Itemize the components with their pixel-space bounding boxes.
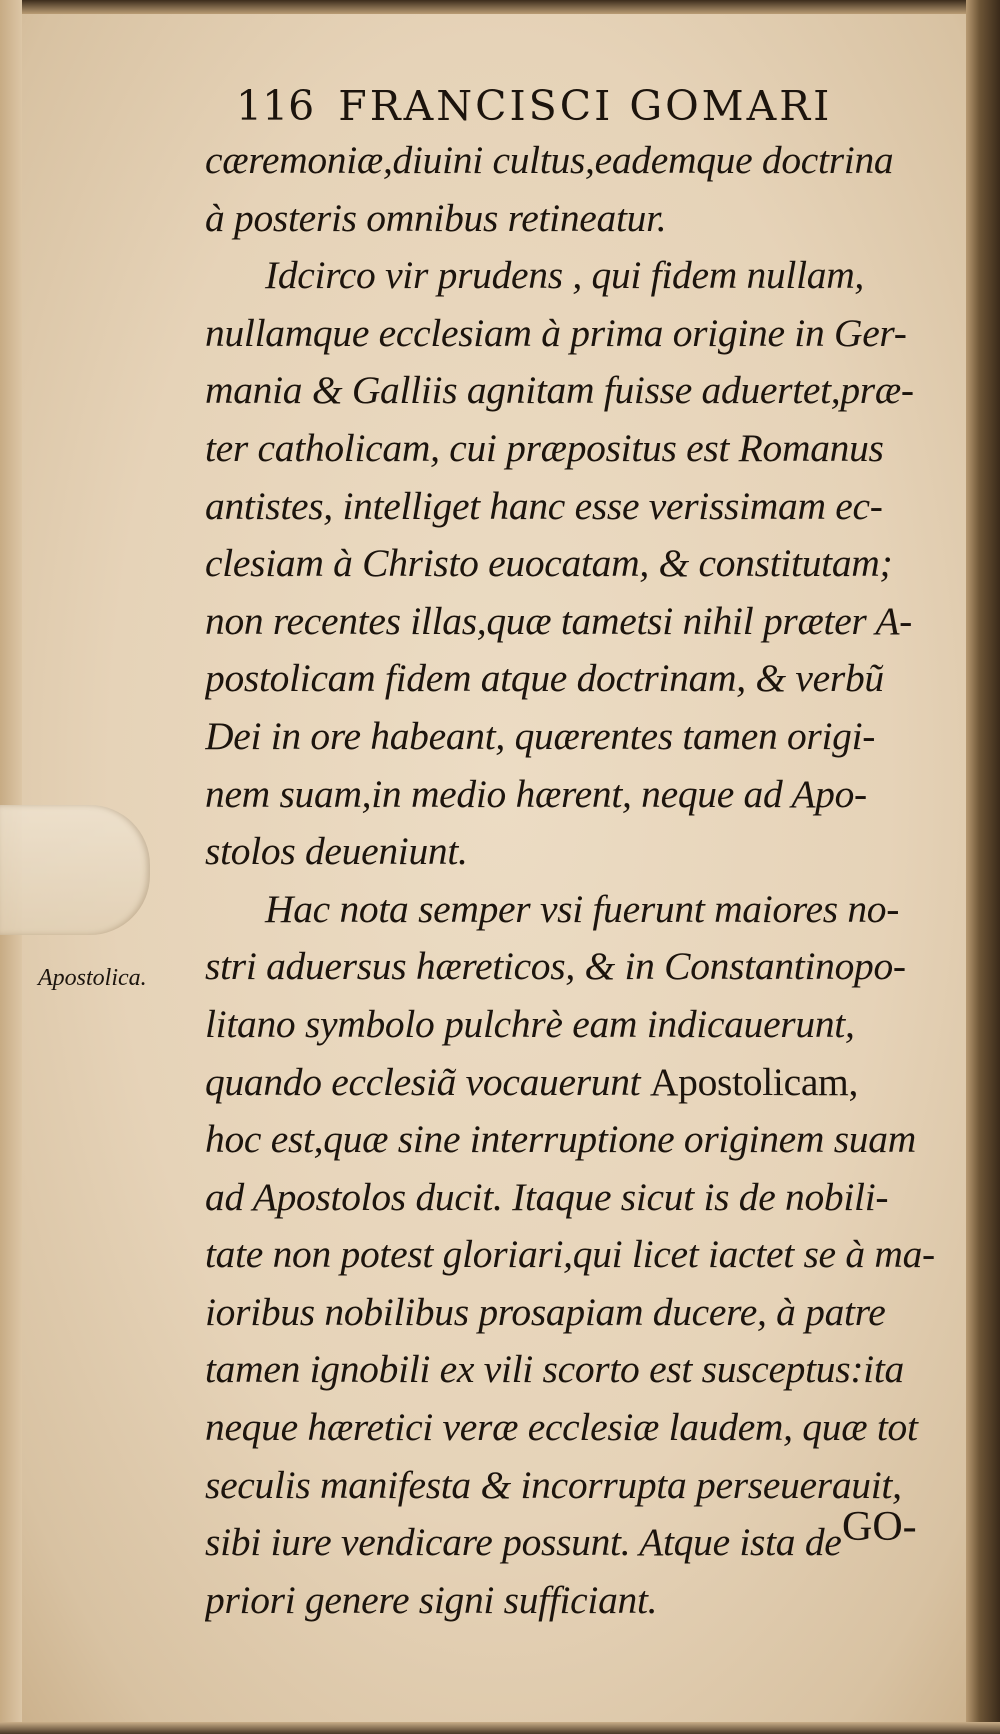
catchword: GO-: [842, 1504, 917, 1550]
text-line: [205, 535, 940, 593]
text-line-content: cæremoniæ,diuini cultus,eademque doctrina: [205, 138, 894, 182]
running-title: FRANCISCI GOMARI: [338, 82, 833, 130]
text-line-content: Hac nota semper vsi fuerunt maiores no-: [265, 886, 900, 931]
text-line: [205, 766, 940, 824]
text-line-content: Idcirco vir prudens , qui fidem nullam,: [265, 253, 865, 298]
running-header: [236, 82, 832, 130]
text-line: [205, 478, 940, 536]
text-line: [205, 1054, 940, 1112]
text-line: [205, 1284, 940, 1342]
text-line: [205, 1457, 940, 1515]
page-bottom-edge: [0, 1722, 1000, 1734]
text-line-content: nem suam,in medio hærent, neque ad Apo-: [205, 771, 867, 816]
page-binding-shadow: [966, 0, 1000, 1734]
text-line-content: litano symbolo pulchrè eam indicauerunt,: [205, 1001, 855, 1046]
page-number: 116: [236, 82, 315, 130]
text-line-content: clesiam à Christo euocatam, & constitutam;: [205, 541, 893, 586]
text-line: [205, 593, 940, 651]
text-line: [205, 938, 940, 996]
text-line: [205, 1169, 940, 1227]
text-line-content: stri aduersus hæreticos, & in Constantinopo-: [205, 944, 906, 989]
text-line-content: priori genere signi sufficiant.: [205, 1577, 658, 1622]
text-line-content: ad Apostolos ducit. Itaque sicut is de nobili-: [205, 1174, 889, 1219]
text-line-content: sibi iure vendicare possunt. Atque ista de: [205, 1520, 842, 1565]
text-line-content: tate non potest gloriari,qui licet iactet se à ma-: [205, 1232, 935, 1277]
body-text: [205, 132, 940, 1629]
text-line: [205, 996, 940, 1054]
text-line: [205, 708, 940, 766]
text-line-content: Dei in ore habeant, quærentes tamen origi-: [205, 713, 876, 758]
paper-clip-mark: [0, 805, 150, 935]
text-line: [205, 420, 940, 478]
text-line-content: quando ecclesiã vocauerunt: [205, 1059, 641, 1104]
text-line: [205, 650, 940, 708]
text-line: [205, 1226, 940, 1284]
page-top-edge: [0, 0, 1000, 14]
text-line: [205, 132, 940, 190]
text-line: [205, 362, 940, 420]
marginal-note: Apostolica.: [38, 965, 147, 991]
text-line-content: à posteris omnibus retineatur.: [205, 195, 667, 240]
text-line-content: ioribus nobilibus prosapiam ducere, à patre: [205, 1289, 886, 1334]
text-line-content: antistes, intelliget hanc esse verissimam ec-: [205, 483, 883, 528]
text-line: [205, 305, 940, 363]
roman-word: Apostolicam,: [649, 1059, 859, 1104]
text-line-content: nullamque ecclesiam à prima origine in Ger-: [205, 310, 907, 355]
text-line-content: ter catholicam, cui præpositus est Romanus: [205, 425, 884, 470]
text-line-content: mania & Galliis agnitam fuisse aduertet,præ-: [205, 368, 914, 413]
text-line: [205, 190, 940, 248]
text-line-content: postolicam fidem atque doctrinam, & verbũ: [205, 656, 884, 701]
text-line-content: non recentes illas,quæ tametsi nihil præter A-: [205, 598, 913, 643]
text-line: [205, 247, 940, 305]
text-line: [205, 823, 940, 881]
text-line-content: seculis manifesta & incorrupta perseuerauit,: [205, 1462, 902, 1507]
text-line: [205, 1572, 940, 1630]
text-line-content: stolos deueniunt.: [205, 829, 468, 874]
text-line-content: tamen ignobili ex vili scorto est susceptus:ita: [205, 1347, 904, 1392]
text-line: [205, 1399, 940, 1457]
text-line: [205, 881, 940, 939]
text-line-content: neque hæretici veræ ecclesiæ laudem, quæ tot: [205, 1405, 918, 1450]
text-line: [205, 1514, 940, 1572]
text-line: [205, 1341, 940, 1399]
text-line-content: hoc est,quæ sine interruptione originem suam: [205, 1117, 916, 1162]
text-line: [205, 1111, 940, 1169]
